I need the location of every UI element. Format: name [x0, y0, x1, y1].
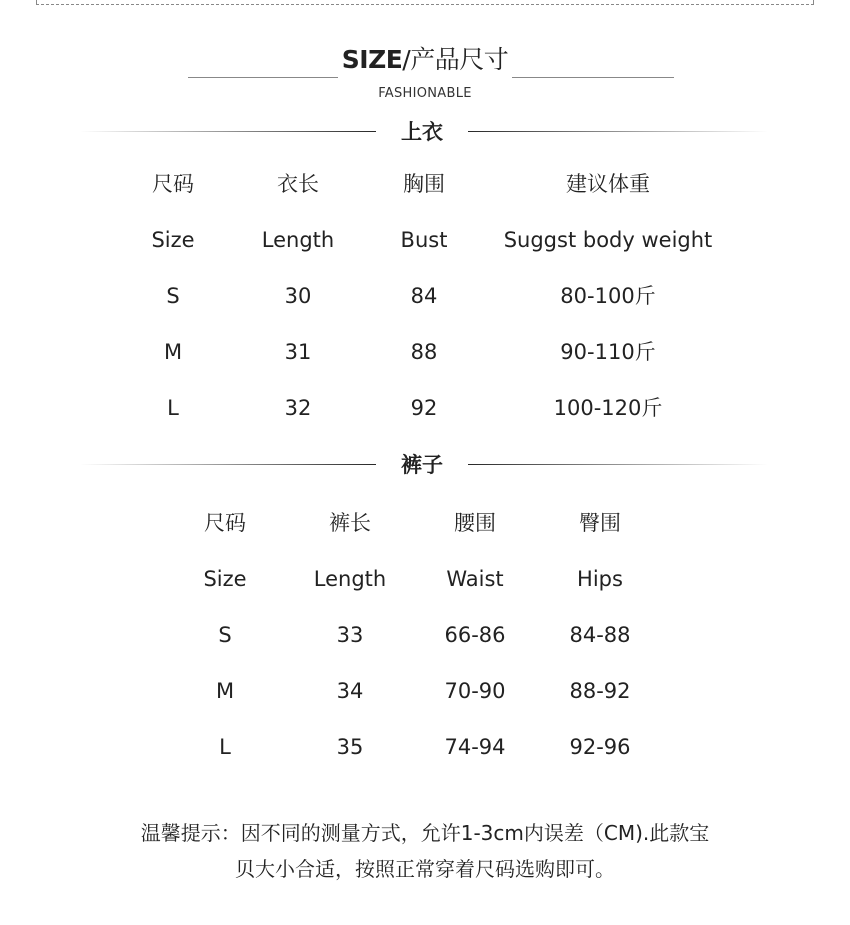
page-title [0, 40, 850, 76]
table-cell: 92-96 [569, 735, 631, 759]
table-header-cell: 胸围 [403, 172, 445, 196]
table-cell: 84 [410, 284, 438, 308]
section-divider-left [80, 464, 376, 465]
table-cell: 74-94 [444, 735, 506, 759]
table-cell: 30 [284, 284, 312, 308]
table-cell: 70-90 [444, 679, 506, 703]
section-divider-right [468, 131, 768, 132]
title-divider-left [188, 77, 338, 78]
table-header-cell: 尺码 [152, 172, 194, 196]
section-divider-left [80, 131, 376, 132]
table-cell: 100-120斤 [553, 396, 663, 420]
title-cn: /产品尺寸 [402, 45, 509, 74]
table-cell: S [218, 623, 232, 647]
table-cell: L [167, 396, 179, 420]
table-header-cell: 臀围 [579, 511, 621, 535]
table-header-cell: Length [313, 567, 387, 591]
table-cell: S [166, 284, 180, 308]
table-header-cell: Size [203, 567, 247, 591]
table-header-cell: 衣长 [277, 172, 319, 196]
notice-line-1: 温馨提示：因不同的测量方式，允许1-3cm内误差（CM).此款宝 [140, 821, 710, 845]
section-label-pants: 裤子 [401, 453, 443, 477]
table-header-cell: Waist [446, 567, 504, 591]
table-cell: 80-100斤 [560, 284, 656, 308]
table-cell: 33 [336, 623, 364, 647]
table-cell: M [215, 679, 235, 703]
notice-line-2: 贝大小合适，按照正常穿着尺码选购即可。 [235, 857, 615, 881]
table-header-cell: 尺码 [204, 511, 246, 535]
table-cell: 35 [336, 735, 364, 759]
table-cell: 84-88 [569, 623, 631, 647]
table-cell: 88 [410, 340, 438, 364]
table-cell: L [219, 735, 231, 759]
section-header-pants [0, 451, 850, 479]
table-header-cell: Size [151, 228, 195, 252]
subtitle: FASHIONABLE [378, 86, 472, 101]
table-header-cell: Bust [400, 228, 448, 252]
table-header-cell: 腰围 [454, 511, 496, 535]
table-cell: 32 [284, 396, 312, 420]
table-cell: 90-110斤 [560, 340, 656, 364]
section-divider-right [468, 464, 768, 465]
table-header-cell: Hips [577, 567, 623, 591]
table-cell: M [163, 340, 183, 364]
table-cell: 66-86 [444, 623, 506, 647]
section-label-top: 上衣 [401, 120, 443, 144]
section-header-top [0, 118, 850, 146]
table-header-cell: Suggst body weight [503, 228, 713, 252]
top-dashed-border [36, 0, 814, 5]
table-header-cell: 裤长 [329, 511, 371, 535]
title-en: SIZE [341, 45, 403, 74]
table-cell: 34 [336, 679, 364, 703]
table-cell: 88-92 [569, 679, 631, 703]
table-header-cell: 建议体重 [566, 172, 650, 196]
table-header-cell: Length [261, 228, 335, 252]
title-divider-right [512, 77, 674, 78]
table-cell: 31 [284, 340, 312, 364]
table-cell: 92 [410, 396, 438, 420]
